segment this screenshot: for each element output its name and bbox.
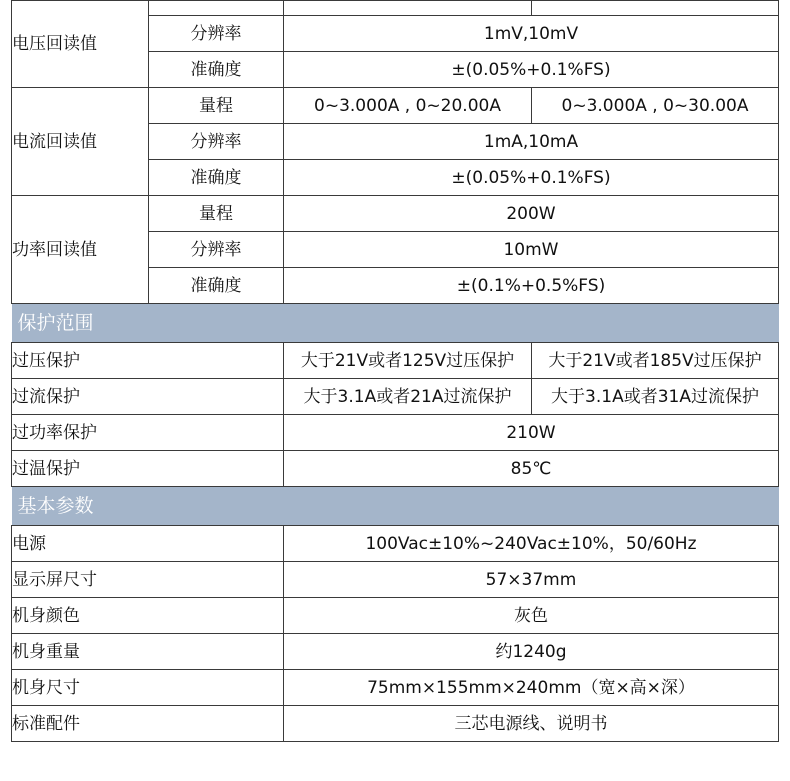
- accessory-value: 三芯电源线、说明书: [284, 706, 779, 742]
- table-row: [12, 88, 779, 124]
- opp-label: 过功率保护: [12, 415, 284, 451]
- table-row: [12, 670, 779, 706]
- display-size-label: 显示屏尺寸: [12, 562, 284, 598]
- voltage-accuracy-label: 准确度: [149, 52, 284, 88]
- section-header-basic: 基本参数: [12, 487, 779, 526]
- current-readback-label: 电流回读值: [12, 88, 149, 196]
- otp-value: 85℃: [284, 451, 779, 487]
- voltage-resolution-value: 1mV,10mV: [284, 16, 779, 52]
- current-resolution-label: 分辨率: [149, 124, 284, 160]
- ocp-value-b: 大于3.1A或者31A过流保护: [532, 379, 779, 415]
- table-row: [12, 526, 779, 562]
- power-resolution-value: 10mW: [284, 232, 779, 268]
- table-row: [12, 379, 779, 415]
- table-row: [12, 1, 779, 16]
- table-row: [12, 451, 779, 487]
- voltage-range-label: [149, 1, 284, 16]
- power-supply-label: 电源: [12, 526, 284, 562]
- ovp-label: 过压保护: [12, 343, 284, 379]
- ovp-value-b: 大于21V或者185V过压保护: [532, 343, 779, 379]
- spec-sheet: [11, 0, 778, 742]
- current-accuracy-label: 准确度: [149, 160, 284, 196]
- ovp-value-a: 大于21V或者125V过压保护: [284, 343, 532, 379]
- table-row: [12, 634, 779, 670]
- accessory-label: 标准配件: [12, 706, 284, 742]
- power-accuracy-label: 准确度: [149, 268, 284, 304]
- spec-table: [11, 0, 779, 742]
- current-range-value-b: 0~3.000A , 0~30.00A: [532, 88, 779, 124]
- power-readback-label: 功率回读值: [12, 196, 149, 304]
- power-resolution-label: 分辨率: [149, 232, 284, 268]
- voltage-readback-label: 电压回读值: [12, 1, 149, 88]
- voltage-resolution-label: 分辨率: [149, 16, 284, 52]
- voltage-accuracy-value: ±(0.05%+0.1%FS): [284, 52, 779, 88]
- current-resolution-value: 1mA,10mA: [284, 124, 779, 160]
- otp-label: 过温保护: [12, 451, 284, 487]
- body-color-label: 机身颜色: [12, 598, 284, 634]
- body-weight-label: 机身重量: [12, 634, 284, 670]
- body-size-value: 75mm×155mm×240mm（宽×高×深）: [284, 670, 779, 706]
- table-row: [12, 196, 779, 232]
- table-row: [12, 706, 779, 742]
- power-range-label: 量程: [149, 196, 284, 232]
- power-range-value: 200W: [284, 196, 779, 232]
- section-header-protection: 保护范围: [12, 304, 779, 343]
- body-weight-value: 约1240g: [284, 634, 779, 670]
- display-size-value: 57×37mm: [284, 562, 779, 598]
- table-row: [12, 562, 779, 598]
- table-row: [12, 415, 779, 451]
- power-supply-value: 100Vac±10%~240Vac±10%，50/60Hz: [284, 526, 779, 562]
- ocp-value-a: 大于3.1A或者21A过流保护: [284, 379, 532, 415]
- ocp-label: 过流保护: [12, 379, 284, 415]
- current-accuracy-value: ±(0.05%+0.1%FS): [284, 160, 779, 196]
- table-row: [12, 598, 779, 634]
- current-range-value-a: 0~3.000A , 0~20.00A: [284, 88, 532, 124]
- table-row: [12, 343, 779, 379]
- body-color-value: 灰色: [284, 598, 779, 634]
- body-size-label: 机身尺寸: [12, 670, 284, 706]
- current-range-label: 量程: [149, 88, 284, 124]
- power-accuracy-value: ±(0.1%+0.5%FS): [284, 268, 779, 304]
- opp-value: 210W: [284, 415, 779, 451]
